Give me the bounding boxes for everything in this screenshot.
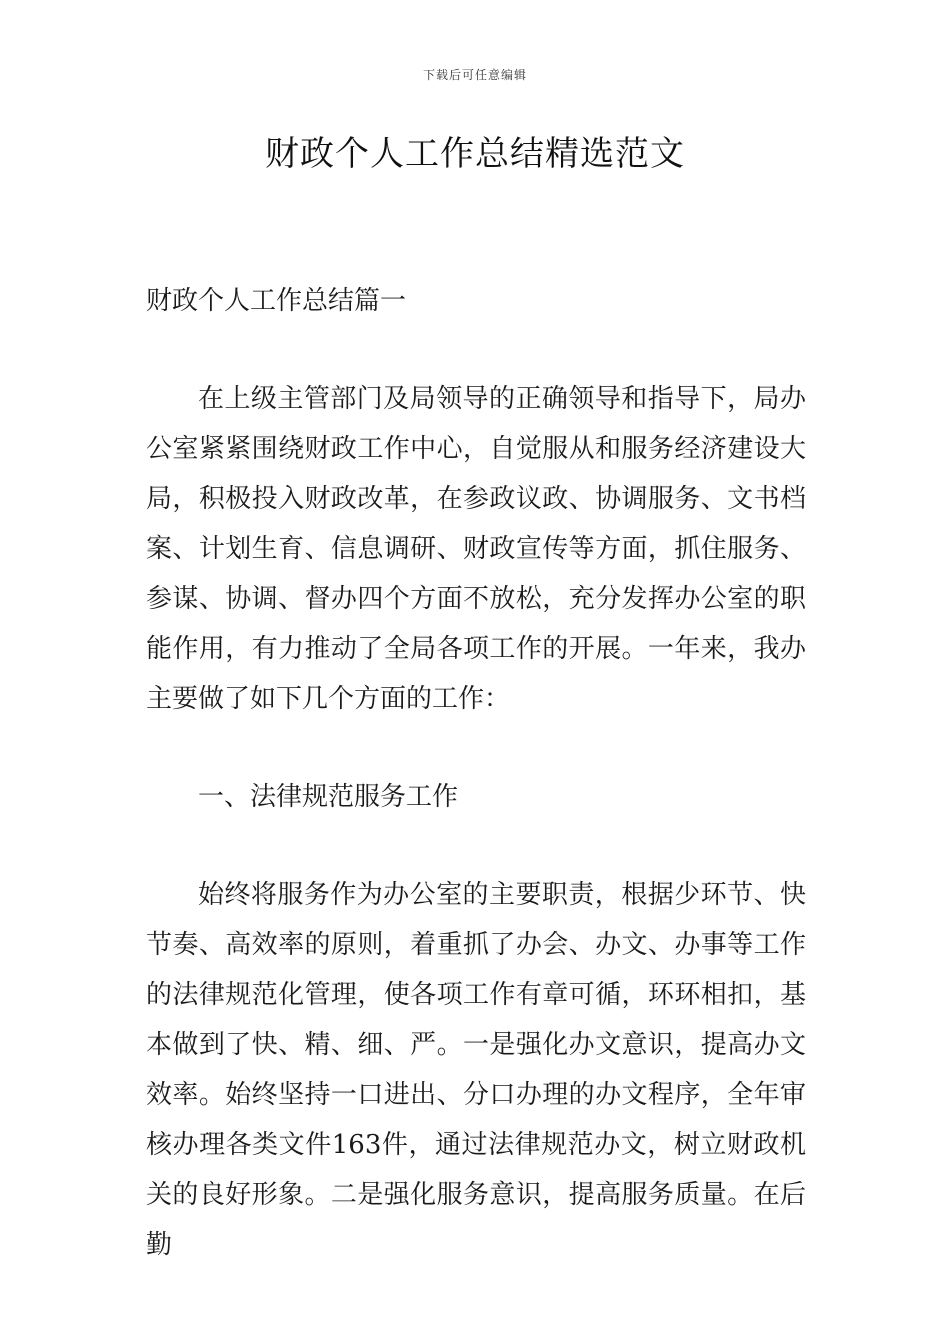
page-header-note: 下载后可任意编辑	[422, 68, 527, 82]
document-title: 财政个人工作总结精选范文	[265, 134, 685, 174]
body-paragraph: 始终将服务作为办公室的主要职责，根据少环节、快节奏、高效率的原则，着重抓了办会、办文、办事等工作的法律规范化管理，使各项工作有章可循，环环相扣，基本做到了快、精、细、严。一是强化办文意识，提高办文效率。始终坚持一口进出、分口办理的办文程序，全年审核办理各类文件163件，通过法律规范办文，树立财政机关的良好形象。二是强化服务意识，提高服务质量。在后勤	[146, 880, 806, 1260]
subsection-heading: 一、法律规范服务工作	[198, 782, 459, 812]
section-heading: 财政个人工作总结篇一	[146, 286, 407, 316]
paragraph-container	[146, 374, 806, 724]
body-paragraph: 在上级主管部门及局领导的正确领导和指导下，局办公室紧紧围绕财政工作中心，自觉服从和服务经济建设大局，积极投入财政改革，在参政议政、协调服务、文书档案、计划生育、信息调研、财政宣传等方面，抓住服务、参谋、协调、督办四个方面不放松，充分发挥办公室的职能作用，有力推动了全局各项工作的开展。一年来，我办主要做了如下几个方面的工作：	[146, 384, 806, 714]
paragraph-container	[146, 870, 806, 1270]
